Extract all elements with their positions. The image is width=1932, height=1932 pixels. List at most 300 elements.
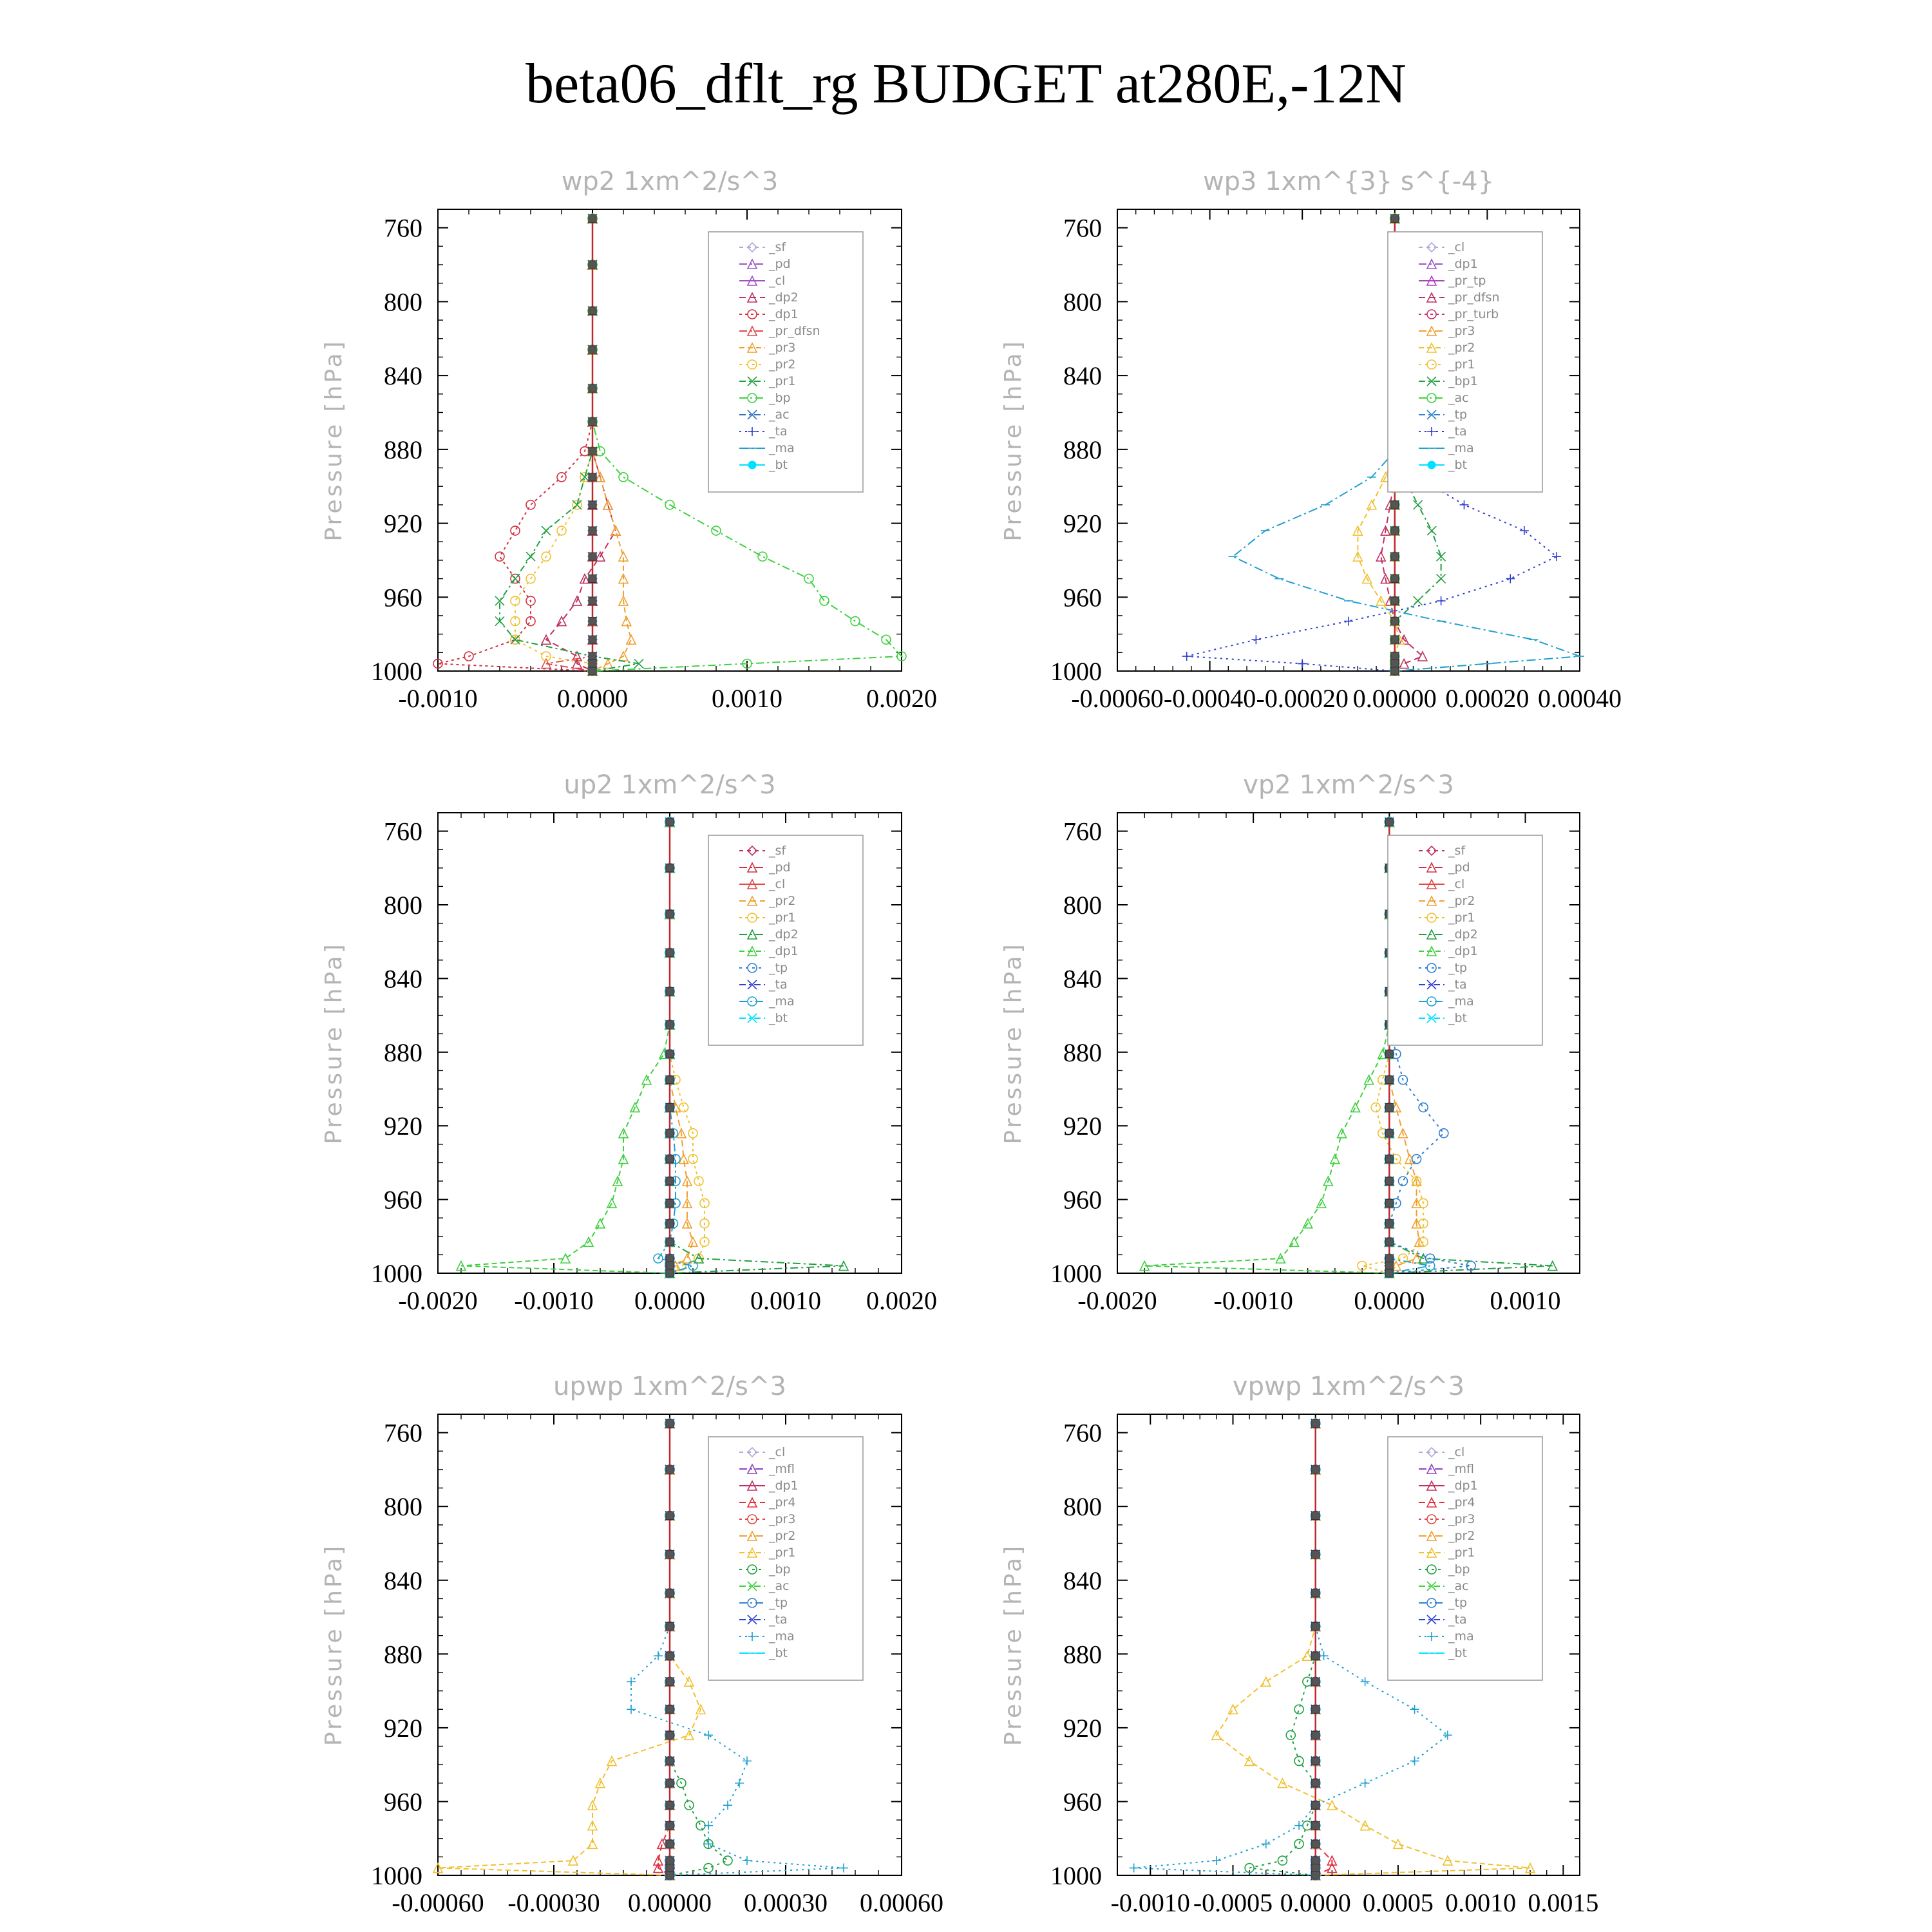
data-point <box>804 574 813 583</box>
series-line-bp <box>1249 1423 1316 1875</box>
zero-profile-marker <box>1391 501 1399 509</box>
legend-label: _ma <box>769 994 795 1009</box>
zero-profile-marker <box>1312 1857 1320 1864</box>
y-tick-label: 880 <box>1063 1037 1102 1067</box>
data-point <box>1361 1677 1370 1686</box>
zero-profile-marker <box>1385 1238 1393 1245</box>
legend-label: _tp <box>769 961 788 975</box>
legend-label: _cl <box>769 877 786 891</box>
y-tick-label: 920 <box>1063 1112 1102 1141</box>
legend-label: _pr1 <box>1448 1546 1475 1560</box>
data-point <box>1367 500 1376 509</box>
data-point <box>1460 500 1469 509</box>
data-point <box>743 1856 752 1865</box>
legend-label: _bp1 <box>1448 374 1478 388</box>
y-tick-label: 880 <box>384 1640 422 1669</box>
panel-title: up2 1xm^2/s^3 <box>564 770 776 800</box>
data-point <box>1414 500 1423 509</box>
y-tick-label: 800 <box>1063 287 1102 317</box>
legend-label: _dp1 <box>1448 944 1478 958</box>
data-point <box>1182 652 1191 661</box>
x-tick-label: -0.0020 <box>398 1286 478 1315</box>
zero-profile-marker <box>1312 1551 1320 1558</box>
y-axis-label: Pressure [hPa] <box>1000 339 1027 542</box>
zero-profile-marker <box>589 527 596 535</box>
zero-profile-marker <box>1391 618 1399 625</box>
y-tick-label: 800 <box>1063 1492 1102 1522</box>
data-point <box>1412 1155 1421 1164</box>
data-point <box>1298 659 1307 668</box>
data-point <box>511 526 520 535</box>
data-point <box>1130 1864 1139 1873</box>
zero-profile-marker <box>589 636 596 643</box>
legend-label: _ac <box>1448 1579 1469 1593</box>
zero-profile-marker <box>589 501 596 509</box>
figure-title: beta06_dflt_rg BUDGET at280E,-12N <box>526 53 1406 115</box>
legend-marker <box>748 461 756 469</box>
data-point <box>820 596 829 605</box>
data-point <box>1506 574 1515 583</box>
x-tick-label: -0.00060 <box>1071 684 1164 713</box>
legend-label: _pr4 <box>769 1495 796 1510</box>
legend-label: _tp <box>1448 961 1468 975</box>
legend-label: _pd <box>1448 860 1470 875</box>
legend-label: _pr_dfsn <box>1448 290 1500 305</box>
data-point <box>619 473 628 482</box>
series-line-pr_dfsn <box>546 218 592 671</box>
y-axis-label: Pressure [hPa] <box>321 339 347 542</box>
legend-label: _pr3 <box>1448 324 1475 338</box>
legend-label: _bp <box>769 1562 791 1577</box>
legend-label: _tp <box>1448 408 1468 422</box>
data-point <box>1251 635 1260 644</box>
legend-label: _pr2 <box>769 357 796 372</box>
chart-panel-6 <box>1000 1372 1598 1917</box>
zero-profile-marker <box>666 1779 674 1787</box>
legend-marker <box>1428 461 1435 469</box>
zero-profile-marker <box>666 910 674 918</box>
legend-label: _ta <box>1448 1613 1467 1627</box>
data-point <box>704 1730 713 1739</box>
data-point <box>1351 1103 1360 1112</box>
zero-profile-marker <box>589 418 596 426</box>
data-point <box>723 1801 732 1810</box>
legend-label: _ta <box>1448 424 1467 439</box>
legend-label: _bt <box>769 1011 788 1025</box>
zero-profile-marker <box>589 597 596 605</box>
x-tick-label: 0.0010 <box>712 684 782 713</box>
y-tick-label: 880 <box>384 435 422 464</box>
zero-profile-marker <box>666 949 674 956</box>
legend-label: _ta <box>769 424 788 439</box>
zero-profile-marker <box>589 652 596 660</box>
chart-panel-5 <box>321 1372 943 1917</box>
y-tick-label: 920 <box>384 1112 422 1141</box>
y-tick-label: 880 <box>384 1037 422 1067</box>
data-point <box>596 1219 605 1228</box>
legend-label: _cl <box>1448 877 1465 891</box>
zero-profile-marker <box>1312 1652 1320 1660</box>
x-tick-label: 0.0010 <box>1490 1286 1561 1315</box>
legend-label: _pr2 <box>769 1529 796 1543</box>
legend-label: _dp1 <box>769 944 799 958</box>
y-tick-label: 840 <box>384 361 422 391</box>
zero-profile-marker <box>1312 1731 1320 1739</box>
legend-label: _sf <box>769 240 786 254</box>
legend-label: _dp1 <box>1448 257 1478 271</box>
panel-title: vp2 1xm^2/s^3 <box>1243 770 1454 800</box>
data-point <box>1427 526 1436 535</box>
y-tick-label: 960 <box>384 583 422 612</box>
y-tick-label: 960 <box>1063 1185 1102 1215</box>
data-point <box>1294 1839 1303 1848</box>
x-tick-label: -0.0010 <box>1110 1888 1190 1917</box>
zero-profile-marker <box>666 1255 674 1262</box>
data-point <box>1294 1705 1303 1714</box>
zero-profile-marker <box>1391 660 1399 668</box>
x-tick-label: 0.0000 <box>1280 1888 1351 1917</box>
zero-profile-marker <box>666 1177 674 1185</box>
legend-label: _dp2 <box>769 927 799 942</box>
zero-profile-marker <box>1391 553 1399 560</box>
x-tick-label: 0.0010 <box>750 1286 821 1315</box>
legend-label: _pr2 <box>1448 1529 1475 1543</box>
y-tick-label: 840 <box>384 964 422 994</box>
zero-profile-marker <box>1312 1589 1320 1597</box>
legend-label: _bp <box>769 391 791 405</box>
legend-label: _pr2 <box>769 894 796 908</box>
legend-label: _sf <box>769 844 786 858</box>
zero-profile-marker <box>1385 1130 1393 1137</box>
y-tick-label: 1000 <box>1050 1259 1102 1288</box>
zero-profile-marker <box>666 1199 674 1207</box>
legend-label: _bt <box>769 1646 788 1660</box>
zero-profile-marker <box>589 473 596 481</box>
data-point <box>627 1705 636 1714</box>
zero-profile-marker <box>1312 1466 1320 1473</box>
zero-profile-marker <box>666 1104 674 1112</box>
legend-label: _dp1 <box>1448 1479 1478 1493</box>
x-tick-label: -0.0020 <box>1077 1286 1157 1315</box>
legend-label: _pr_turb <box>1448 307 1499 321</box>
zero-profile-marker <box>666 1822 674 1830</box>
y-tick-label: 840 <box>1063 361 1102 391</box>
zero-profile-marker <box>1312 1678 1320 1685</box>
data-point <box>758 552 767 561</box>
zero-profile-marker <box>666 1857 674 1864</box>
zero-profile-marker <box>666 1419 674 1427</box>
x-tick-label: -0.00020 <box>1256 684 1349 713</box>
data-point <box>743 1756 752 1765</box>
x-tick-label: -0.0010 <box>398 684 478 713</box>
y-tick-label: 840 <box>1063 1566 1102 1595</box>
data-point <box>1262 1839 1271 1848</box>
y-tick-label: 960 <box>384 1787 422 1817</box>
y-axis-label: Pressure [hPa] <box>1000 942 1027 1144</box>
y-axis-label: Pressure [hPa] <box>321 942 347 1144</box>
zero-profile-marker <box>1385 1177 1393 1185</box>
zero-profile-marker <box>589 307 596 315</box>
data-point <box>1320 1651 1329 1660</box>
zero-profile-marker <box>589 660 596 668</box>
zero-profile-marker <box>1391 214 1399 222</box>
x-tick-label: 0.00030 <box>744 1888 828 1917</box>
panel-title: wp2 1xm^2/s^3 <box>561 167 779 196</box>
legend-label: _sf <box>1448 844 1466 858</box>
legend-label: _cl <box>769 274 786 288</box>
legend-label: _ma <box>1448 994 1474 1009</box>
data-point <box>1414 596 1423 605</box>
data-point <box>839 1864 848 1873</box>
legend-label: _pr1 <box>769 1546 796 1560</box>
data-point <box>557 526 566 535</box>
y-tick-label: 760 <box>1063 1418 1102 1448</box>
data-point <box>1294 1821 1303 1830</box>
zero-profile-marker <box>1385 1104 1393 1112</box>
legend-label: _dp1 <box>769 1479 799 1493</box>
data-point <box>1331 1155 1340 1164</box>
zero-profile-marker <box>1312 1757 1320 1765</box>
legend-label: _mfl <box>769 1462 795 1476</box>
zero-profile-marker <box>589 575 596 583</box>
y-tick-label: 1000 <box>371 1259 422 1288</box>
x-tick-label: 0.00020 <box>1445 684 1530 713</box>
zero-profile-marker <box>666 1864 674 1872</box>
legend-label: _bt <box>1448 1646 1468 1660</box>
zero-profile-marker <box>666 1801 674 1809</box>
zero-profile-marker <box>1391 597 1399 605</box>
zero-profile-marker <box>666 1551 674 1558</box>
x-tick-label: 0.00000 <box>1352 684 1437 713</box>
zero-profile-marker <box>1391 652 1399 660</box>
data-point <box>607 1198 616 1208</box>
zero-profile-marker <box>666 1652 674 1660</box>
zero-profile-marker <box>1385 1076 1393 1084</box>
legend-label: _ac <box>769 1579 790 1593</box>
zero-profile-marker <box>666 987 674 995</box>
zero-profile-marker <box>666 1130 674 1137</box>
data-point <box>1419 1103 1428 1112</box>
x-tick-label: -0.0005 <box>1193 1888 1273 1917</box>
zero-profile-marker <box>666 1731 674 1739</box>
series-line-pr1 <box>500 218 639 671</box>
y-tick-label: 800 <box>384 1492 422 1522</box>
data-point <box>696 1821 705 1830</box>
zero-profile-marker <box>589 384 596 392</box>
x-tick-label: 0.0010 <box>1445 1888 1517 1917</box>
x-tick-label: 0.0005 <box>1362 1888 1434 1917</box>
zero-profile-marker <box>1312 1864 1320 1872</box>
legend-label: _ta <box>769 1613 788 1627</box>
legend-label: _tp <box>769 1596 788 1610</box>
x-tick-label: 0.0020 <box>866 684 937 713</box>
zero-profile-marker <box>589 667 596 675</box>
y-tick-label: 960 <box>384 1185 422 1215</box>
legend-label: _ma <box>1448 441 1474 455</box>
legend-label: _pr1 <box>769 911 796 925</box>
y-tick-label: 800 <box>1063 891 1102 920</box>
data-point <box>573 500 582 509</box>
zero-profile-marker <box>1312 1840 1320 1848</box>
data-point <box>1439 1129 1448 1138</box>
y-tick-label: 760 <box>384 213 422 243</box>
data-point <box>1212 1856 1221 1865</box>
zero-profile-marker <box>666 1705 674 1713</box>
data-point <box>1394 1839 1403 1848</box>
legend-label: _pr1 <box>769 374 796 388</box>
legend-label: _pd <box>769 860 791 875</box>
zero-profile-marker <box>1385 1220 1393 1227</box>
series-line-dp1 <box>438 218 592 671</box>
zero-profile-marker <box>666 1622 674 1630</box>
data-point <box>735 1779 744 1788</box>
y-tick-label: 880 <box>1063 435 1102 464</box>
zero-profile-marker <box>666 1269 674 1277</box>
y-tick-label: 800 <box>384 287 422 317</box>
y-tick-label: 1000 <box>1050 1861 1102 1890</box>
legend-label: _ac <box>769 408 790 422</box>
zero-profile-marker <box>666 1238 674 1245</box>
data-point <box>1398 1177 1407 1186</box>
data-point <box>495 552 504 561</box>
x-tick-label: 0.0000 <box>634 1286 705 1315</box>
chart-panel-3 <box>321 770 937 1315</box>
legend-label: _ma <box>769 441 795 455</box>
zero-profile-marker <box>1385 1262 1393 1270</box>
data-point <box>723 1856 732 1865</box>
y-tick-label: 880 <box>1063 1640 1102 1669</box>
data-point <box>511 574 520 583</box>
panel-title: wp3 1xm^{3} s^{-4} <box>1202 167 1495 196</box>
panel-title: upwp 1xm^2/s^3 <box>553 1372 786 1401</box>
legend-label: _pr3 <box>769 1512 796 1526</box>
legend-label: _tp <box>1448 1596 1468 1610</box>
zero-profile-marker <box>666 1466 674 1473</box>
y-tick-label: 840 <box>384 1566 422 1595</box>
zero-profile-marker <box>1312 1871 1320 1879</box>
data-point <box>542 526 551 535</box>
zero-profile-marker <box>1391 667 1399 675</box>
x-tick-label: 0.00040 <box>1538 684 1622 713</box>
data-point <box>1371 1103 1380 1112</box>
x-tick-label: 0.0000 <box>557 684 628 713</box>
y-tick-label: 760 <box>384 817 422 846</box>
y-tick-label: 920 <box>384 1713 422 1743</box>
x-tick-label: 0.00000 <box>628 1888 712 1917</box>
data-point <box>1361 1779 1370 1788</box>
legend-label: _pr2 <box>1448 341 1475 355</box>
chart-panel-4 <box>1000 770 1580 1315</box>
y-tick-label: 960 <box>1063 1787 1102 1817</box>
zero-profile-marker <box>1385 1269 1393 1277</box>
legend-label: _cl <box>1448 240 1465 254</box>
legend-label: _ma <box>769 1629 795 1643</box>
panel-title: vpwp 1xm^2/s^3 <box>1232 1372 1465 1401</box>
legend-label: _dp2 <box>769 290 799 305</box>
y-tick-label: 840 <box>1063 964 1102 994</box>
data-point <box>1437 596 1446 605</box>
data-point <box>526 500 535 509</box>
zero-profile-marker <box>666 1050 674 1058</box>
zero-profile-marker <box>589 214 596 222</box>
y-tick-label: 760 <box>1063 817 1102 846</box>
zero-profile-marker <box>1312 1705 1320 1713</box>
y-tick-label: 1000 <box>1050 657 1102 686</box>
zero-profile-marker <box>666 818 674 826</box>
data-point <box>526 552 535 561</box>
y-tick-label: 1000 <box>371 1861 422 1890</box>
zero-profile-marker <box>1312 1779 1320 1787</box>
legend-label: _pr2 <box>1448 894 1475 908</box>
zero-profile-marker <box>1312 1512 1320 1520</box>
legend-label: _pr3 <box>1448 1512 1475 1526</box>
zero-profile-marker <box>666 1871 674 1879</box>
zero-profile-marker <box>666 1220 674 1227</box>
x-tick-label: -0.0010 <box>514 1286 594 1315</box>
zero-profile-marker <box>666 1021 674 1028</box>
zero-profile-marker <box>1312 1822 1320 1830</box>
legend-label: _bt <box>1448 458 1468 472</box>
y-tick-label: 1000 <box>371 657 422 686</box>
legend-label: _dp1 <box>769 307 799 321</box>
y-tick-label: 800 <box>384 891 422 920</box>
data-point <box>627 635 636 644</box>
legend-label: _bp <box>1448 1562 1470 1577</box>
zero-profile-marker <box>1385 1199 1393 1207</box>
chart-panel-1 <box>321 167 937 713</box>
zero-profile-marker <box>666 1589 674 1597</box>
y-axis-label: Pressure [hPa] <box>321 1543 347 1747</box>
legend-label: _pd <box>769 257 791 271</box>
zero-profile-marker <box>1391 636 1399 643</box>
legend-label: _bt <box>769 458 788 472</box>
legend-label: _ta <box>769 978 788 992</box>
legend-label: _cl <box>1448 1445 1465 1459</box>
zero-profile-marker <box>589 346 596 354</box>
zero-profile-marker <box>1385 1155 1393 1163</box>
zero-profile-marker <box>666 1262 674 1270</box>
legend-label: _dp2 <box>1448 927 1478 942</box>
zero-profile-marker <box>666 1155 674 1163</box>
x-tick-label: -0.00060 <box>392 1888 484 1917</box>
data-point <box>685 1801 694 1810</box>
x-tick-label: -0.00030 <box>507 1888 600 1917</box>
y-tick-label: 920 <box>1063 509 1102 538</box>
zero-profile-marker <box>589 618 596 625</box>
y-tick-label: 920 <box>384 509 422 538</box>
zero-profile-marker <box>666 864 674 872</box>
y-tick-label: 760 <box>1063 213 1102 243</box>
zero-profile-marker <box>666 1076 674 1084</box>
legend-label: _pr3 <box>769 341 796 355</box>
series-line-dp1 <box>461 822 670 1273</box>
series-line-dp1 <box>1144 822 1389 1273</box>
data-point <box>679 1103 688 1112</box>
x-tick-label: 0.0015 <box>1528 1888 1599 1917</box>
data-point <box>1520 526 1529 535</box>
data-point <box>1286 1730 1295 1739</box>
legend-label: _pr_tp <box>1448 274 1486 288</box>
zero-profile-marker <box>589 553 596 560</box>
chart-panel-2 <box>1000 167 1622 713</box>
zero-profile-marker <box>1391 575 1399 583</box>
legend-label: _ma <box>1448 1629 1474 1643</box>
zero-profile-marker <box>666 1840 674 1848</box>
y-axis-label: Pressure [hPa] <box>1000 1543 1027 1747</box>
zero-profile-marker <box>1385 1050 1393 1058</box>
legend-label: _bt <box>1448 1011 1468 1025</box>
data-point <box>694 1177 703 1186</box>
